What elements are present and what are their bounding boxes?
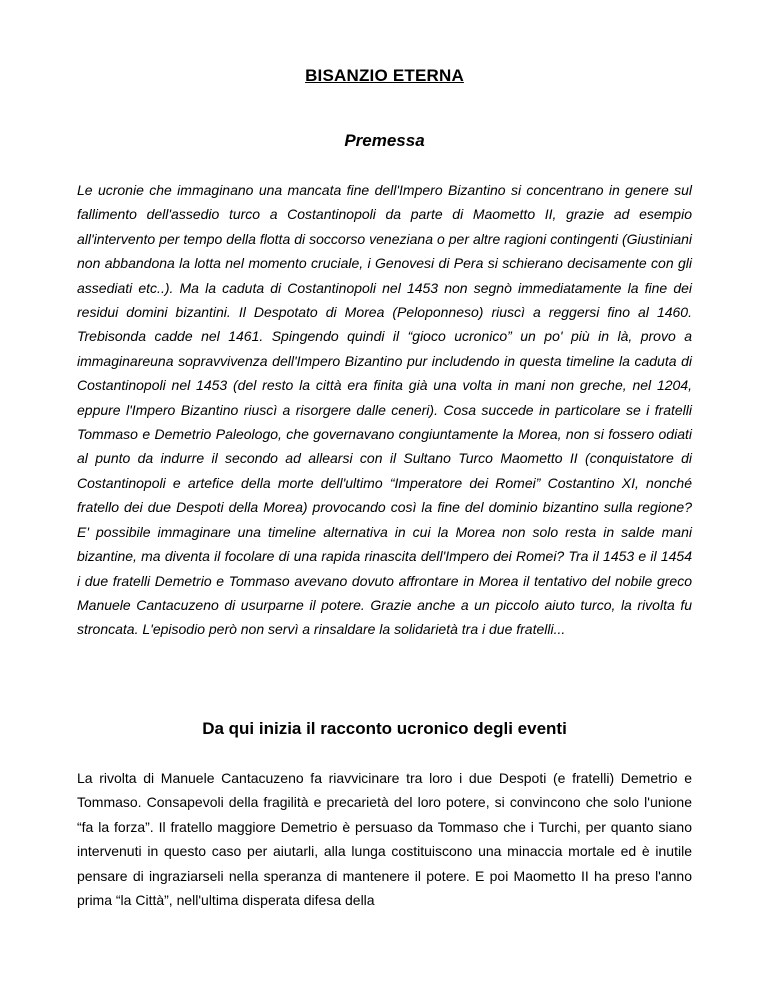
premessa-paragraph: Le ucronie che immaginano una mancata fine dell'Impero Bizantino si concentrano in genere sul fallimento dell'assedio turco a Costantinopoli da parte di Maometto II, grazie ad esempio all'intervento per tempo della flotta di soccorso veneziana o per altre ragioni contingenti (Giustiniani non abbandona la lotta nel momento cruciale, i Genovesi di Pera si schierano decisamente con gli assediati etc..). Ma la caduta di Costantinopoli nel 1453 non segnò immediatamente la fine dei residui domini bizantini. Il Despotato di Morea (Peloponneso) riuscì a reggersi fino al 1460. Trebisonda cadde nel 1461. Spingendo quindi il “gioco ucronico” un po' più in là, provo a immaginareuna sopravvivenza dell'Impero Bizantino pur includendo in questa timeline la caduta di Costantinopoli nel 1453 (del resto la città era finita già una volta in mani non greche, nel 1204, eppure l'Impero Bizantino riuscì a risorgere dalle ceneri). Cosa succede in particolare se i fratelli Tommaso e Demetrio Paleologo, che governavano congiuntamente la Morea, non si fossero odiati al punto da indurre il secondo ad allearsi con il Sultano Turco Maometto II (conquistatore di Costantinopoli e artefice della morte dell'ultimo “Imperatore dei Romei” Costantino XI, nonché fratello dei due Despoti della Morea) provocando così la fine del dominio bizantino sulla regione? E' possibile immaginare una timeline alternativa in cui la Morea non solo resta in salde mani bizantine, ma diventa il focolare di una rapida rinascita dell'Impero dei Romei? Tra il 1453 e il 1454 i due fratelli Demetrio e Tommaso avevano dovuto affrontare in Morea il tentativo del nobile greco Manuele Cantacuzeno di usurparne il potere. Grazie anche a un piccolo aiuto turco, la rivolta fu stroncata. L'episodio però non servì a rinsaldare la solidarietà tra i due fratelli...	[77, 182, 692, 638]
story-section-heading: Da qui inizia il racconto ucronico degli eventi	[202, 719, 567, 738]
document-title: BISANZIO ETERNA	[305, 66, 464, 85]
premessa-heading: Premessa	[344, 131, 425, 150]
story-paragraph: La rivolta di Manuele Cantacuzeno fa riavvicinare tra loro i due Despoti (e fratelli) Demetrio e Tommaso. Consapevoli della fragilità e precarietà del loro potere, si convincono che solo l'unione “fa la forza”. Il fratello maggiore Demetrio è persuaso da Tommaso che i Turchi, per quanto siano intervenuti in questo caso per aiutarli, alla lunga costituiscono una minaccia mortale ed è inutile pensare di ingraziarseli nella speranza di mantenere il potere. E poi Maometto II ha preso l'anno prima “la Città”, nell'ultima disperata difesa della	[77, 770, 692, 909]
